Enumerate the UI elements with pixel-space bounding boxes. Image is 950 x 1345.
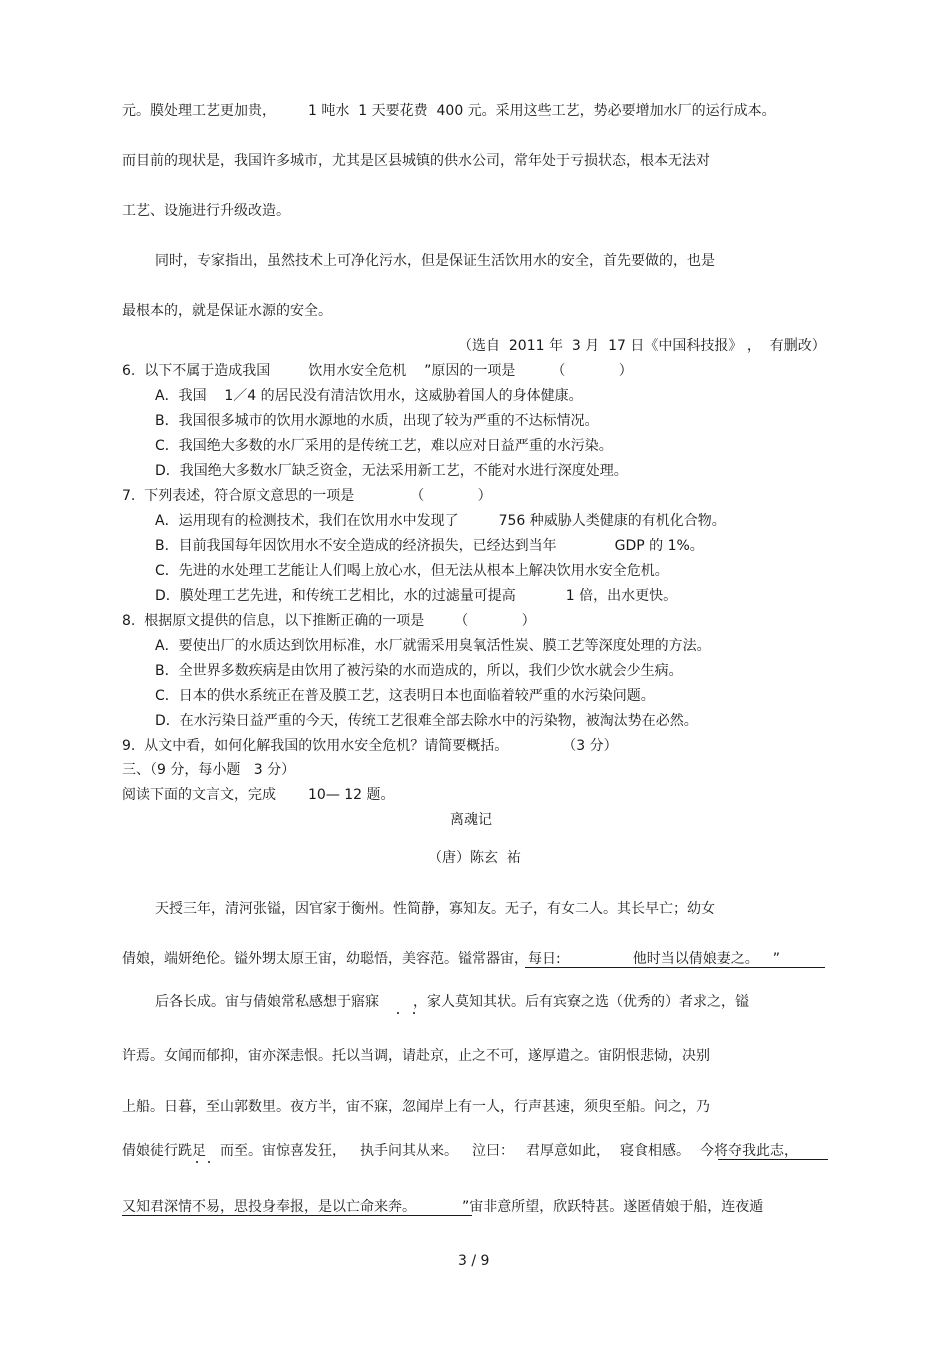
article-line bbox=[122, 102, 776, 120]
text-segment: 阅读下面的文言文，完成 bbox=[122, 787, 276, 803]
text-segment: 7. 下列表述，符合原文意思的一项是 bbox=[122, 488, 355, 504]
question-6-option-d: D．我国绝大多数水厂缺乏资金，无法采用新工艺，不能对水进行深度处理。 bbox=[155, 463, 628, 479]
text-segment: A．运用现有的检测技术，我们在饮用水中发现了 bbox=[155, 513, 459, 529]
page-number: 3 / 9 bbox=[458, 1253, 490, 1269]
text-segment: 君厚意如此， bbox=[526, 1143, 610, 1159]
text-segment: 8. 根据原文提供的信息，以下推断正确的一项是 bbox=[122, 613, 425, 629]
text-segment: ”宙非意所望，欣跃特甚。遂匿倩娘于船，连夜遁 bbox=[462, 1199, 764, 1215]
text-segment: 后各长成。宙与倩娘常私感想于寤寐 bbox=[155, 994, 379, 1010]
text-segment: ，家人莫知其状。后有宾寮之选（优秀的）者求之，镒 bbox=[413, 994, 749, 1010]
question-6-option-b: B．我国很多城市的饮用水源地的水质，出现了较为严重的不达标情况。 bbox=[155, 413, 599, 429]
classical-line bbox=[122, 950, 780, 968]
text-segment: 倩娘，端妍绝伦。镒外甥太原王宙，幼聪悟，美容范。镒常器宙，每日: bbox=[122, 951, 561, 967]
section-instruction bbox=[122, 786, 395, 804]
question-7-option-a bbox=[155, 512, 726, 530]
classical-line bbox=[122, 1198, 763, 1216]
question-8-option-c: C．日本的供水系统正在普及膜工艺，这表明日本也面临着较严重的水污染问题。 bbox=[155, 688, 655, 704]
question-8-option-d: D．在水污染日益严重的今天，传统工艺很难全部去除水中的污染物，被淘汰势在必然。 bbox=[155, 713, 698, 729]
text-segment: ” bbox=[772, 951, 780, 967]
emphasis-dot bbox=[397, 1012, 399, 1014]
text-segment: 今将夺我此志， bbox=[700, 1143, 798, 1159]
question-8-option-b: B．全世界多数疾病是由饮用了被污染的水而造成的，所以，我们少饮水就会少生病。 bbox=[155, 663, 683, 679]
text-segment: 他时当以倩娘妻之。 bbox=[632, 951, 759, 967]
classical-line bbox=[122, 1142, 798, 1160]
classical-title: 离魂记 bbox=[450, 812, 492, 828]
answer-blank: （ ） bbox=[551, 363, 633, 379]
text-segment: 倩娘徒行跣足 bbox=[122, 1143, 206, 1159]
score-note: （3 分） bbox=[562, 738, 618, 754]
question-8-stem bbox=[122, 612, 536, 630]
question-6-stem bbox=[122, 362, 633, 380]
text-segment: 执手问其从来。 bbox=[360, 1143, 458, 1159]
text-segment: 饮用水安全危机 ”原因的一项是 bbox=[308, 363, 516, 379]
article-line: 同时，专家指出，虽然技术上可净化污水，但是保证生活饮用水的安全，首先要做的，也是 bbox=[155, 253, 715, 269]
classical-line bbox=[155, 993, 749, 1011]
answer-blank: （ ） bbox=[454, 613, 536, 629]
text-segment: 元。膜处理工艺更加贵， bbox=[122, 103, 276, 119]
text-segment: 泣曰： bbox=[472, 1143, 514, 1159]
underline bbox=[122, 1215, 472, 1216]
text-segment: 而至。宙惊喜发狂， bbox=[220, 1143, 346, 1159]
section-heading: 三、（9 分，每小题 3 分） bbox=[122, 762, 296, 778]
classical-author: （唐）陈玄 祐 bbox=[428, 850, 521, 866]
question-9-stem bbox=[122, 737, 618, 755]
text-segment: 又知君深情不易，思投身奉报，是以亡命来奔。 bbox=[122, 1199, 416, 1215]
underline bbox=[525, 967, 825, 968]
question-6-option-a: A．我国 1／4 的居民没有清洁饮用水，这威胁着国人的身体健康。 bbox=[155, 388, 583, 404]
question-7-option-c: C．先进的水处理工艺能让人们喝上放心水，但无法从根本上解决饮用水安全危机。 bbox=[155, 563, 669, 579]
article-line: 工艺、设施进行升级改造。 bbox=[122, 203, 290, 219]
article-line: 最根本的，就是保证水源的安全。 bbox=[122, 303, 332, 319]
text-segment: 1 倍，出水更快。 bbox=[565, 588, 678, 604]
emphasis-dot bbox=[208, 1161, 210, 1163]
text-segment: 756 种威胁人类健康的有机化合物。 bbox=[498, 513, 726, 529]
emphasis-dot bbox=[413, 1012, 415, 1014]
text-segment: D．膜处理工艺先进，和传统工艺相比，水的过滤量可提高 bbox=[155, 588, 516, 604]
text-segment: 9. 从文中看，如何化解我国的饮用水安全危机？请简要概括。 bbox=[122, 738, 509, 754]
underline bbox=[718, 1159, 828, 1160]
text-segment: 1 吨水 1 天要花费 400 元。采用这些工艺，势必要增加水厂的运行成本。 bbox=[308, 103, 776, 119]
classical-line: 许焉。女闻而郁抑，宙亦深恚恨。托以当调，请赴京，止之不可，遂厚遣之。宙阴恨悲恸，决别 bbox=[122, 1048, 710, 1064]
text-segment: 6. 以下不属于造成我国 bbox=[122, 363, 271, 379]
question-7-option-d bbox=[155, 587, 677, 605]
question-7-stem bbox=[122, 487, 492, 505]
question-8-option-a: A．要使出厂的水质达到饮用标准，水厂就需采用臭氧活性炭、膜工艺等深度处理的方法。 bbox=[155, 638, 711, 654]
question-6-option-c: C．我国绝大多数的水厂采用的是传统工艺，难以应对日益严重的水污染。 bbox=[155, 438, 613, 454]
article-line: 而目前的现状是，我国许多城市，尤其是区县城镇的供水公司，常年处于亏损状态，根本无法对 bbox=[122, 153, 710, 169]
article-source: （选自 2011 年 3 月 17 日《中国科技报》 ， 有删改） bbox=[458, 338, 826, 354]
classical-line: 上船。日暮，至山郭数里。夜方半，宙不寐，忽闻岸上有一人，行声甚速，须臾至船。问之，乃 bbox=[122, 1099, 710, 1115]
answer-blank: （ ） bbox=[410, 488, 492, 504]
text-segment: 10— 12 题。 bbox=[308, 787, 395, 803]
text-segment: GDP 的 1%。 bbox=[614, 538, 704, 554]
text-segment: 寝食相感。 bbox=[620, 1143, 690, 1159]
question-7-option-b bbox=[155, 537, 704, 555]
classical-line: 天授三年，清河张镒，因官家于衡州。性简静，寡知友。无子，有女二人。其长早亡；幼女 bbox=[155, 901, 715, 917]
emphasis-dot bbox=[196, 1161, 198, 1163]
text-segment: B．目前我国每年因饮用水不安全造成的经济损失，已经达到当年 bbox=[155, 538, 557, 554]
